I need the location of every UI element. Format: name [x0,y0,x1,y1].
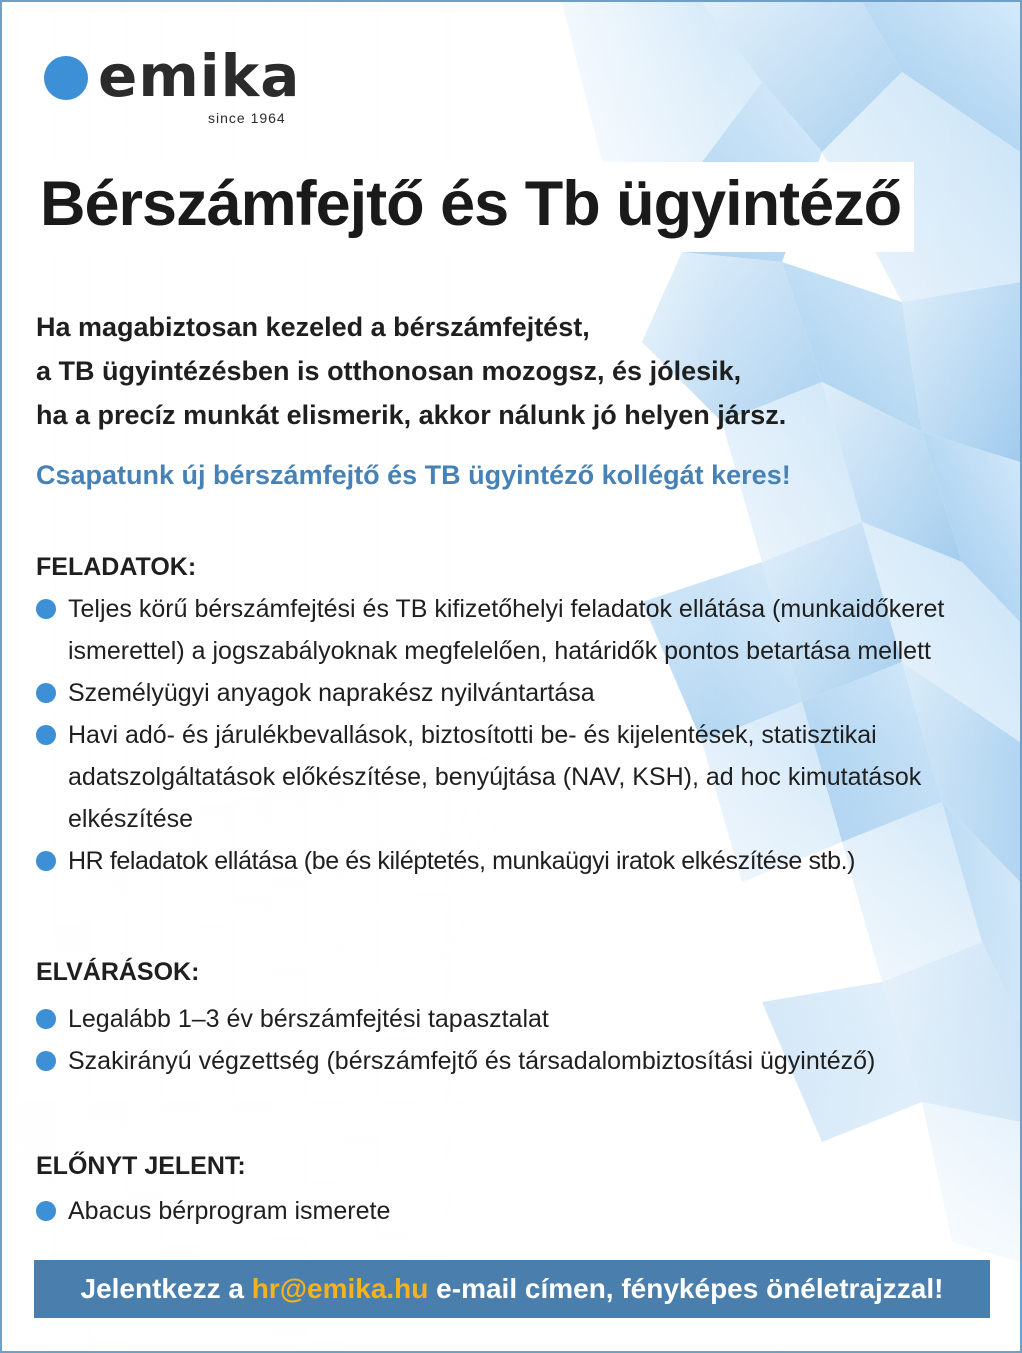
intro-line: a TB ügyintézésben is otthonosan mozogsz, és jólesik, [36,356,742,386]
list-item-text: Havi adó- és járulékbevallások, biztosítotti be- és kijelentések, statisztikai adatszolgáltatások előkészítése, benyújtása (NAV, KSH), ad hoc kimutatások elkészítése [68,721,922,833]
bullet-icon [36,683,56,703]
intro-paragraph [36,305,936,437]
list-item [36,840,1006,882]
bullet-icon [36,599,56,619]
emika-logo [38,36,308,136]
bullet-icon [36,725,56,745]
elvarasok-list [36,998,906,1082]
list-item-text: Abacus bérprogram ismerete [68,1197,391,1225]
section-title-elonyt-jelent: ELŐNYT JELENT: [36,1152,246,1180]
list-item-text: Szakirányú végzettség (bérszámfejtő és társadalombiztosítási ügyintéző) [68,1047,876,1075]
intro-line: Ha magabiztosan kezeled a bérszámfejtést, [36,312,590,342]
logo-wordmark: emika [98,42,301,110]
list-item-text: Legalább 1–3 év bérszámfejtési tapasztalat [68,1005,549,1033]
apply-banner [34,1260,990,1318]
title-box [30,162,914,252]
section-title-feladatok: FELADATOK: [36,553,197,581]
list-item [36,1040,906,1082]
apply-suffix: e-mail címen, fényképes önéletrajzzal! [436,1273,944,1304]
elonyt-jelent-list [36,1190,1006,1232]
section-title-elvarasok: ELVÁRÁSOK: [36,958,200,986]
list-item [36,714,1006,840]
bullet-icon [36,851,56,871]
bullet-icon [36,1201,56,1221]
apply-email-link[interactable]: hr@emika.hu [251,1273,429,1304]
apply-prefix: Jelentkezz a [80,1273,244,1304]
list-item-text: HR feladatok ellátása (be és kiléptetés, munkaügyi iratok elkészítése stb.) [68,847,856,875]
list-item-text: Teljes körű bérszámfejtési és TB kifizetőhelyi feladatok ellátása (munkaidőkeret ismerettel) a jogszabályoknak megfelelően, határidők pontos betartása mellett [68,595,945,665]
intro-line: ha a precíz munkát elismerik, akkor nálunk jó helyen jársz. [36,400,787,430]
bullet-icon [36,1009,56,1029]
list-item [36,672,1006,714]
headline: Csapatunk új bérszámfejtő és TB ügyintéző kollégát keres! [36,460,791,490]
job-title: Bérszámfejtő és Tb ügyintéző [40,169,902,239]
logo-since: since 1964 [208,110,286,126]
feladatok-list [36,588,1006,882]
list-item-text: Személyügyi anyagok naprakész nyilvántartása [68,679,595,707]
list-item [36,588,1006,672]
list-item [36,1190,1006,1232]
list-item [36,998,906,1040]
logo-dot-icon [44,56,88,100]
bullet-icon [36,1051,56,1071]
